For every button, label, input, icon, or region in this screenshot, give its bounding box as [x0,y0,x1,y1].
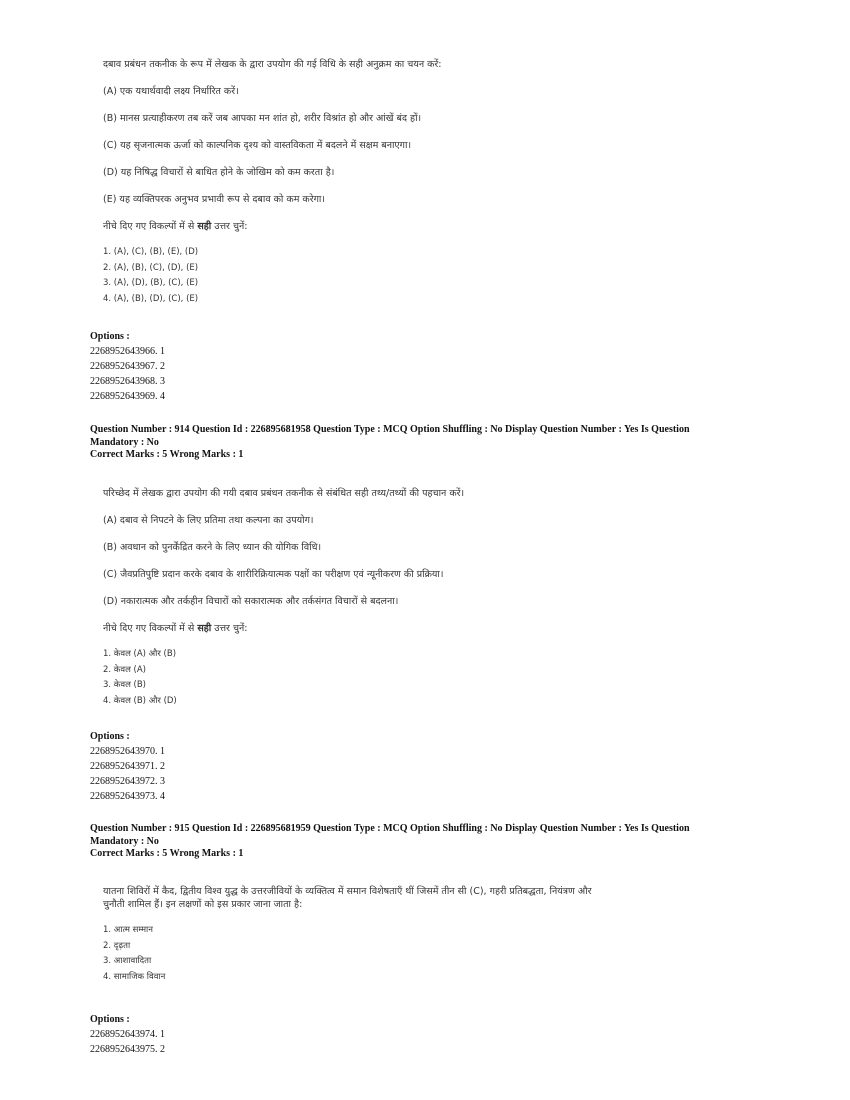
instruction: नीचे दिए गए विकल्पों में से सही उत्तर चुनें: [103,623,248,634]
choice-list [103,923,783,985]
option-id: 2268952643970. 1 [90,746,165,757]
statement-a: (A) दबाव से निपटने के लिए प्रतिमा तथा कल्पना का उपयोग। [103,515,314,526]
question-915-body [103,885,783,985]
question-marks: Correct Marks : 5 Wrong Marks : 1 [90,848,244,859]
question-meta-line: Mandatory : No [90,835,159,847]
options-heading: Options : [90,1014,130,1025]
statement-b: (B) मानस प्रत्याहीकरण तब करें जब आपका मन शांत हो, शरीर विश्रांत हो और आंखें बंद हों। [103,113,422,124]
choice-item: 3. (A), (D), (B), (C), (E) [103,278,199,288]
option-id: 2268952643972. 3 [90,776,165,787]
question-meta-line: Question Number : 915 Question Id : 226895681959 Question Type : MCQ Option Shuffling : No Display Question Number : Yes Is Question [90,823,690,834]
choice-item: 2. (A), (B), (C), (D), (E) [103,262,199,273]
statement-c: (C) जैवप्रतिपुष्टि प्रदान करके दबाव के शारीरिक्रियात्मक पक्षों का परीक्षण एवं न्यूनीकरण की प्रक्रिया। [103,569,444,580]
choice-item: 4. सामाजिक विवान [103,971,166,982]
choice-list [103,647,783,709]
question-meta-line: Question Number : 914 Question Id : 226895681958 Question Type : MCQ Option Shuffling : No Display Question Number : Yes Is Question [90,424,690,435]
question-stem-line: यातना शिविरों में कैद, द्वितीय विश्व युद्ध के उत्तरजीवियों के व्यक्तित्व में समान विशेषताएँ थीं जिसमें तीन सी (C), गहरी प्रतिबद्धता, नियंत्रण और [103,886,592,897]
question-stem-line: चुनौती शामिल हैं। इन लक्षणों को इस प्रकार जाना जाता है: [103,899,303,910]
question-913-body [103,58,783,307]
statement-d: (D) नकारात्मक और तर्कहीन विचारों को सकारात्मक और तर्कसंगत विचारों से बदलना। [103,596,399,607]
statement-a: (A) एक यथार्थवादी लक्ष्य निर्धारित करें। [103,86,239,97]
choice-item: 1. आत्म सम्मान [103,925,153,935]
choice-item: 1. (A), (C), (B), (E), (D) [103,247,199,257]
options-heading: Options : [90,331,130,342]
question-stem: परिच्छेद में लेखक द्वारा उपयोग की गयी दबाव प्रबंधन तकनीक से संबंधित सही तथ्य/तथ्यों की पहचान करें। [103,488,465,499]
choice-item: 1. केवल (A) और (B) [103,649,177,659]
choice-item: 2. केवल (A) [103,664,146,675]
statement-c: (C) यह सृजनात्मक ऊर्जा को काल्पनिक दृश्य को वास्तविकता में बदलने में सक्षम बनाएगा। [103,140,412,151]
statement-b: (B) अवधान को पुनर्केंद्रित करने के लिए ध्यान की योगिक विधि। [103,542,322,553]
choice-item: 4. केवल (B) और (D) [103,695,177,706]
choice-item: 3. केवल (B) [103,680,146,690]
option-id: 2268952643971. 2 [90,761,165,772]
question-marks: Correct Marks : 5 Wrong Marks : 1 [90,449,244,460]
option-id: 2268952643967. 2 [90,361,165,372]
question-914-body [103,487,783,709]
choice-item: 4. (A), (B), (D), (C), (E) [103,293,199,304]
option-id: 2268952643966. 1 [90,346,165,357]
option-id: 2268952643974. 1 [90,1029,165,1040]
question-stem: दबाव प्रबंधन तकनीक के रूप में लेखक के द्वारा उपयोग की गई विधि के सही अनुक्रम का चयन करें: [103,59,442,70]
question-915-options [90,1012,165,1057]
choice-item: 3. आशावादिता [103,956,152,966]
option-id: 2268952643968. 3 [90,376,165,387]
choice-list [103,245,783,307]
options-heading: Options : [90,731,130,742]
statement-e: (E) यह व्यक्तिपरक अनुभव प्रभावी रूप से दबाव को कम करेगा। [103,194,325,205]
question-913-options [90,329,165,404]
instruction: नीचे दिए गए विकल्पों में से सही उत्तर चुनें: [103,221,248,232]
question-914-options [90,729,165,804]
choice-item: 2. दृढ़ता [103,940,131,951]
option-id: 2268952643969. 4 [90,391,165,402]
question-915-meta [90,823,750,861]
question-914-meta [90,424,750,462]
statement-d: (D) यह निषिद्ध विचारों से बाधित होने के जोखिम को कम करता है। [103,167,335,178]
question-meta-line: Mandatory : No [90,436,159,448]
option-id: 2268952643975. 2 [90,1044,165,1055]
option-id: 2268952643973. 4 [90,791,165,802]
